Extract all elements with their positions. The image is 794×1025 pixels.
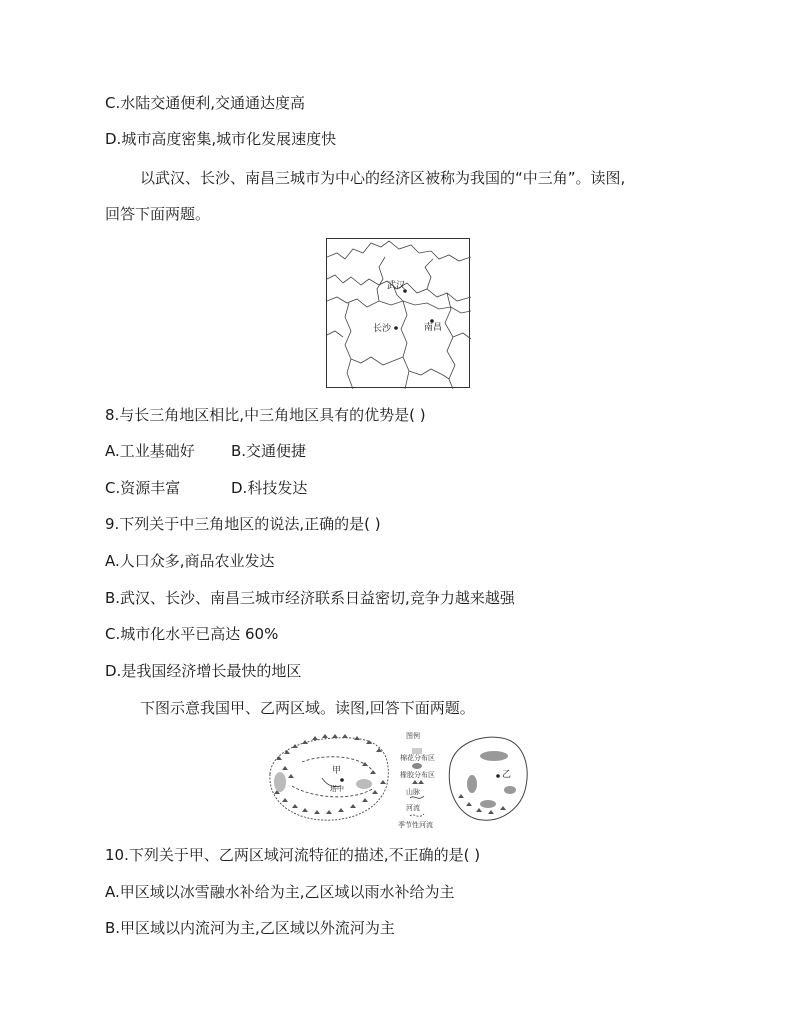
central-triangle-map [326,238,470,388]
map-label-jia: 甲 [332,766,342,776]
q9-option-a: A.人口众多,商品农业发达 [105,552,275,570]
q8-option-b: B.交通便捷 [231,442,307,460]
q9-option-c: C.城市化水平已高达 60% [105,625,279,643]
intro-paragraph-2: 下图示意我国甲、乙两区域。读图,回答下面两题。 [140,699,475,717]
q7-option-d: D.城市高度密集,城市化发展速度快 [105,130,337,148]
map-label-nanchang: 南昌 [424,323,443,333]
q9-option-d: D.是我国经济增长最快的地区 [105,662,302,680]
q7-option-c: C.水陆交通便利,交通通达度高 [105,94,306,112]
q10-option-b: B.甲区域以内流河为主,乙区域以外流河为主 [105,919,395,937]
legend-mountain: 山脉 [406,788,420,796]
map-label-yi: 乙 [502,770,512,780]
map-boundaries [327,239,471,389]
legend-cotton: 棉花分布区 [400,754,435,762]
intro-paragraph-1: 以武汉、长沙、南昌三城市为中心的经济区被称为我国的“中三角”。读图, [140,169,626,187]
q8-option-c: C.资源丰富 [105,479,181,497]
q10-option-a: A.甲区域以冰雪融水补给为主,乙区域以雨水补给为主 [105,883,455,901]
question-9: 9.下列关于中三角地区的说法,正确的是( ) [105,515,381,533]
question-10: 10.下列关于甲、乙两区域河流特征的描述,不正确的是( ) [105,846,481,864]
legend-title: 图例 [406,732,420,740]
regions-map-drawing [262,726,534,830]
q8-option-d: D.科技发达 [231,479,308,497]
q9-option-b: B.武汉、长沙、南昌三城市经济联系日益密切,竞争力越来越强 [105,589,515,607]
question-8: 8.与长三角地区相比,中三角地区具有的优势是( ) [105,406,426,424]
regions-map [262,726,534,830]
legend-rubber: 橡胶分布区 [400,771,435,779]
q8-option-a: A.工业基础好 [105,442,195,460]
legend-seasonal-river: 季节性河流 [398,821,433,829]
map-label-wuhan: 武汉 [387,281,406,291]
map-label-changsha: 长沙 [373,324,392,334]
intro-paragraph-1-cont: 回答下面两题。 [105,205,211,223]
legend-river: 河流 [406,804,420,812]
map-label-tazhong: 塔中 [330,785,344,793]
